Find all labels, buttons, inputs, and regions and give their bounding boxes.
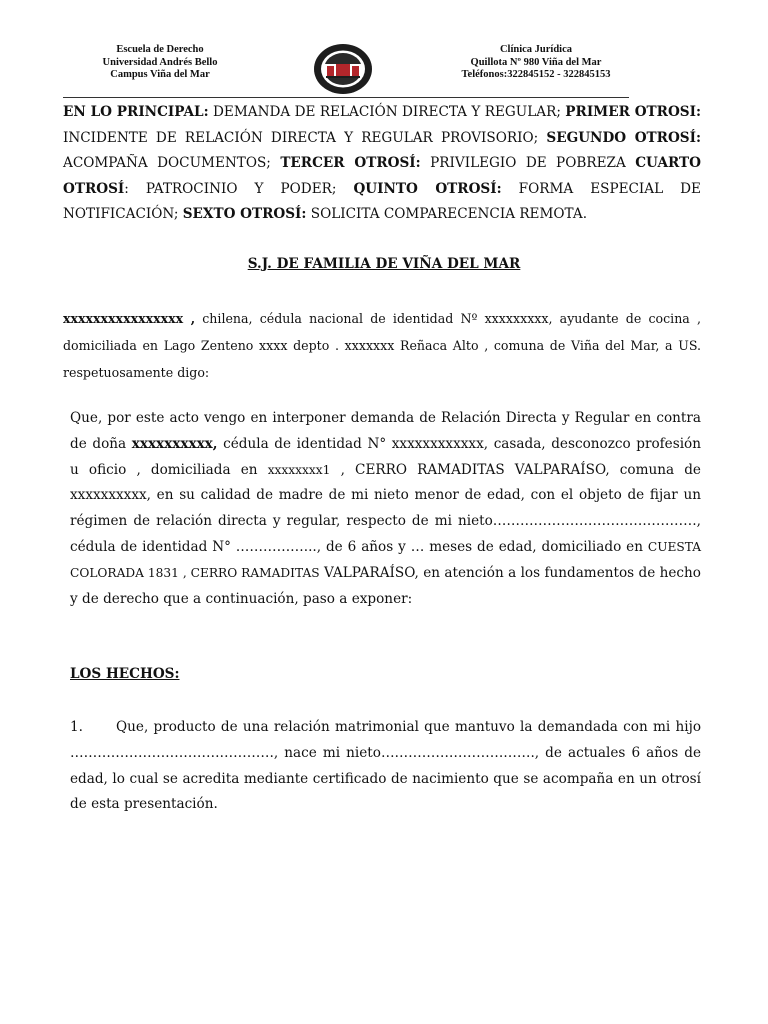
intro-text-3: , CERRO RAMADITAS VALPARAÍSO, comuna de xxxxxxxxxx, en su calidad de madre de mi nieto menor de edad, con el objeto de fijar un régimen de relación directa y regular, respecto de mi nieto………………………………………, cédula de identidad N° ……………..., de 6 años y … meses de edad, domiciliado en <box>70 461 701 555</box>
intro-text-1: Que, por este acto vengo en interponer demanda de Relación Directa y Regular en contra de doña <box>70 410 701 452</box>
introductory-paragraph <box>70 406 701 612</box>
cuarto-otrosi-label: CUARTO OTROSÍ <box>63 155 702 197</box>
defendant-name: xxxxxxxxxx, <box>131 435 218 452</box>
header-clinic-line-3: Teléfonos:322845152 - 322845153 <box>461 69 611 80</box>
header-divider <box>63 97 629 98</box>
fact-number: 1. <box>70 719 83 735</box>
sexto-otrosi-text: SOLICITA COMPARECENCIA REMOTA. <box>306 206 588 222</box>
plaintiff-name: xxxxxxxxxxxxxxxx , <box>63 311 196 326</box>
otrosi-summary <box>63 100 701 228</box>
primer-otrosi-label: PRIMER OTROSI: <box>565 104 701 120</box>
intro-text-2: cédula de identidad N° xxxxxxxxxxxx, casada, desconozco profesión u oficio , domiciliada en <box>70 435 701 478</box>
university-seal-logo <box>312 42 374 96</box>
header-school-line-3: Campus Viña del Mar <box>110 69 210 80</box>
cuarto-otrosi-text: : PATROCINIO Y PODER; <box>124 180 354 197</box>
header-clinic-info <box>446 44 626 82</box>
fact-paragraph-1 <box>70 715 701 818</box>
plaintiff-identification <box>63 305 701 386</box>
grandchild-address: CUESTA COLORADA 1831 , CERRO RAMADITAS <box>70 539 701 580</box>
sexto-otrosi-label: SEXTO OTROSÍ: <box>182 206 307 222</box>
segundo-otrosi-label: SEGUNDO OTROSÍ: <box>546 129 701 146</box>
tercer-otrosi-text: PRIVILEGIO DE POBREZA <box>420 155 636 171</box>
primer-otrosi-text: INCIDENTE DE RELACIÓN DIRECTA Y REGULAR PROVISORIO; <box>63 129 547 146</box>
facts-heading: LOS HECHOS: <box>70 666 180 682</box>
defendant-address-number: xxxxxxxx1 <box>267 462 331 477</box>
plaintiff-details: chilena, cédula nacional de identidad Nº xxxxxxxxx, ayudante de cocina , domiciliada en Lago Zenteno xxxx depto . xxxxxxx Reñaca Alto , comuna de Viña del Mar, a US. respetuosamente digo: <box>63 311 701 380</box>
fact-text: Que, producto de una relación matrimonial que mantuvo la demandada con mi hijo ………………………………………, nace mi nieto……………………………., de actuales 6 años de edad, lo cual se acredita mediante certificado de nacimiento que se acompaña en un otrosí de esta presentación. <box>70 719 701 813</box>
quinto-otrosi-label: QUINTO OTROSÍ: <box>353 180 502 197</box>
principal-text: DEMANDA DE RELACIÓN DIRECTA Y REGULAR; <box>208 104 566 120</box>
header-school-line-2: Universidad Andrés Bello <box>102 56 218 68</box>
header-clinic-line-1: Clínica Jurídica <box>499 44 573 55</box>
principal-label: EN LO PRINCIPAL: <box>63 104 209 120</box>
header-school-line-1: Escuela de Derecho <box>116 44 204 55</box>
court-heading: S.J. DE FAMILIA DE VIÑA DEL MAR <box>247 256 521 272</box>
intro-text-4: VALPARAÍSO, en atención a los fundamentos de hecho y de derecho que a continuación, paso a exponer: <box>70 564 701 607</box>
tercer-otrosi-label: TERCER OTROSÍ: <box>280 155 421 171</box>
header-school-info <box>80 44 240 82</box>
header-clinic-line-2: Quillota Nº 980 Viña del Mar <box>470 56 602 68</box>
segundo-otrosi-text: ACOMPAÑA DOCUMENTOS; <box>63 155 281 171</box>
quinto-otrosi-text: FORMA ESPECIAL DE NOTIFICACIÓN; <box>63 180 701 222</box>
